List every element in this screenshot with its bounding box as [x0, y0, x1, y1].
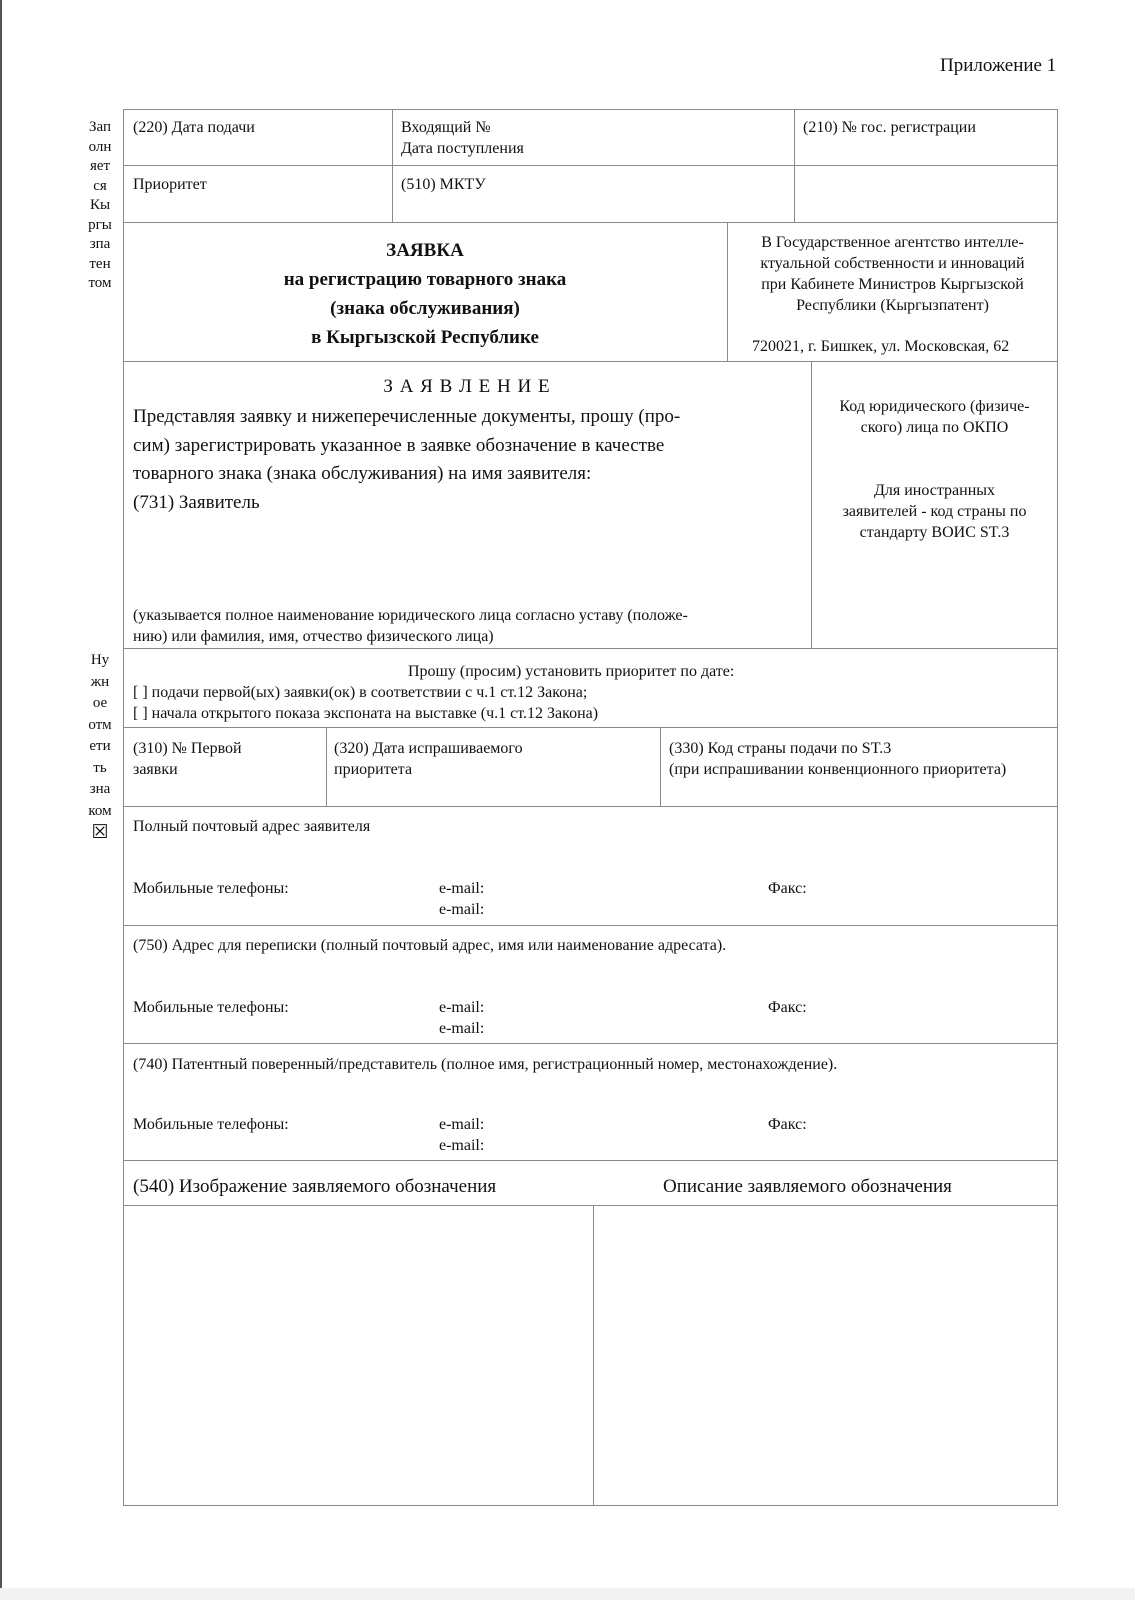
mktu-label: (510) МКТУ	[401, 176, 486, 193]
foreign-line: Для иностранных	[873, 482, 996, 499]
side-note-syllable: зпа	[89, 236, 111, 252]
statement-line: товарного знака (знака обслуживания) на имя заявителя:	[133, 463, 592, 484]
table-rule	[123, 648, 1057, 649]
table-rule	[123, 165, 1057, 166]
applicant-address-label: Полный почтовый адрес заявителя	[133, 818, 371, 835]
side-note-syllable: Зап	[88, 119, 111, 135]
side-note-syllable: жн	[90, 673, 110, 690]
email-label: e-mail:	[439, 1116, 485, 1133]
first-application-number-label: заявки	[133, 761, 178, 778]
table-column-rule	[794, 109, 795, 222]
title-line: в Кыргызской Республике	[311, 327, 539, 348]
side-note-syllable: тен	[89, 255, 111, 272]
okpo-line: Код юридического (физиче-	[839, 398, 1030, 415]
side-note-checkbox-icon: ☒	[91, 822, 109, 843]
receipt-date-label: Дата поступления	[401, 140, 524, 157]
agency-address-block	[728, 232, 1057, 316]
side-note-syllable: Ну	[90, 652, 110, 668]
agency-line: при Кабинете Министров Кыргызской	[761, 276, 1024, 293]
foreign-applicant-code-label	[812, 480, 1057, 543]
mobile-phones-label: Мобильные телефоны:	[133, 999, 289, 1016]
table-rule	[123, 1160, 1057, 1161]
mark-description-area[interactable]	[594, 1206, 1057, 1505]
agency-line: ктуальной собственности и инноваций	[760, 255, 1025, 272]
filing-date-label: (220) Дата подачи	[133, 119, 255, 136]
side-note-syllable: олн	[88, 138, 112, 155]
foreign-line: заявителей - код страны по	[842, 503, 1027, 520]
mark-description-label: Описание заявляемого обозначения	[663, 1176, 952, 1197]
applicant-note-line: нию) или фамилия, имя, отчество физического лица)	[133, 628, 494, 645]
priority-label: Приоритет	[133, 176, 207, 193]
table-column-rule	[660, 727, 661, 806]
first-application-number-label: (310) № Первой	[133, 740, 242, 757]
mobile-phones-label: Мобильные телефоны:	[133, 1116, 289, 1133]
statement-heading: З А Я В Л Е Н И Е	[383, 376, 551, 397]
statement-line: сим) зарегистрировать указанное в заявке обозначение в качестве	[133, 434, 665, 456]
table-rule	[123, 727, 1057, 728]
fax-label: Факс:	[768, 880, 807, 897]
table-column-rule	[326, 727, 327, 806]
side-note-syllable: Кы	[89, 197, 111, 213]
side-note-kyrgyzpatent	[80, 118, 120, 294]
email-label: e-mail:	[439, 880, 485, 897]
fax-label: Факс:	[768, 1116, 807, 1133]
email-label: e-mail:	[439, 999, 485, 1016]
priority-date-label: приоритета	[334, 761, 413, 778]
side-note-syllable: ком	[88, 802, 112, 819]
agency-line: В Государственное агентство интелле-	[761, 234, 1024, 251]
side-note-syllable: ся	[93, 177, 107, 194]
page-bottom-bar	[0, 1588, 1135, 1600]
side-note-mark-required	[80, 650, 120, 844]
side-note-syllable: ети	[89, 738, 111, 754]
title-line: ЗАЯВКА	[386, 240, 464, 261]
side-note-syllable: зна	[89, 781, 111, 797]
side-note-syllable: том	[88, 275, 112, 291]
filing-country-code-label: (330) Код страны подачи по ST.3	[669, 740, 892, 757]
applicant-label: (731) Заявитель	[133, 491, 260, 513]
table-rule	[123, 361, 1057, 362]
priority-option-first-application[interactable]: [ ] подачи первой(ых) заявки(ок) в соответствии с ч.1 ст.12 Закона;	[133, 684, 588, 701]
registration-number-label: (210) № гос. регистрации	[803, 119, 976, 136]
email-label: e-mail:	[439, 1020, 485, 1037]
table-rule	[123, 222, 1057, 223]
priority-date-label: (320) Дата испрашиваемого	[334, 740, 523, 757]
title-line: на регистрацию товарного знака	[283, 269, 567, 290]
table-border-right	[1057, 109, 1058, 1506]
statement-text	[133, 403, 680, 517]
mark-image-label: (540) Изображение заявляемого обозначения	[133, 1176, 497, 1197]
okpo-code-label	[812, 396, 1057, 438]
mobile-phones-label: Мобильные телефоны:	[133, 880, 289, 897]
foreign-line: стандарту ВОИС ST.3	[859, 524, 1010, 541]
email-label: e-mail:	[439, 901, 485, 918]
page-edge	[0, 0, 2, 1600]
statement-line: Представляя заявку и нижеперечисленные документы, прошу (про-	[133, 406, 681, 427]
table-column-rule	[392, 109, 393, 222]
appendix-label: Приложение 1	[940, 55, 1057, 76]
email-label: e-mail:	[439, 1137, 485, 1154]
title-line: (знака обслуживания)	[330, 298, 520, 319]
agency-line: Республики (Кыргызпатент)	[796, 297, 989, 314]
side-note-syllable: ргы	[88, 216, 112, 233]
side-note-syllable: ое	[92, 695, 108, 711]
mark-image-area[interactable]	[124, 1206, 593, 1505]
application-title	[123, 236, 727, 352]
side-note-syllable: отм	[88, 716, 112, 733]
filing-country-code-label: (при испрашивании конвенционного приоритета)	[669, 761, 1007, 778]
fax-label: Факс:	[768, 999, 807, 1016]
side-note-syllable: ть	[93, 759, 107, 776]
patent-attorney-label: (740) Патентный поверенный/представитель (полное имя, регистрационный номер, местонахождение).	[133, 1056, 838, 1073]
table-rule	[123, 1043, 1057, 1044]
priority-option-exhibition[interactable]: [ ] начала открытого показа экспоната на выставке (ч.1 ст.12 Закона)	[133, 705, 599, 722]
agency-postal-address: 720021, г. Бишкек, ул. Московская, 62	[752, 338, 1010, 355]
table-border-top	[123, 109, 1057, 110]
applicant-note-line: (указывается полное наименование юридического лица согласно уставу (положе-	[133, 607, 688, 624]
table-rule	[123, 806, 1057, 807]
priority-request-text: Прошу (просим) установить приоритет по дате:	[408, 663, 735, 680]
incoming-number-label: Входящий №	[401, 119, 491, 136]
table-rule	[123, 925, 1057, 926]
correspondence-address-label: (750) Адрес для переписки (полный почтовый адрес, имя или наименование адресата).	[133, 937, 727, 954]
okpo-line: ского) лица по ОКПО	[860, 419, 1009, 436]
table-border-bottom	[123, 1505, 1057, 1506]
side-note-syllable: яет	[89, 158, 111, 174]
